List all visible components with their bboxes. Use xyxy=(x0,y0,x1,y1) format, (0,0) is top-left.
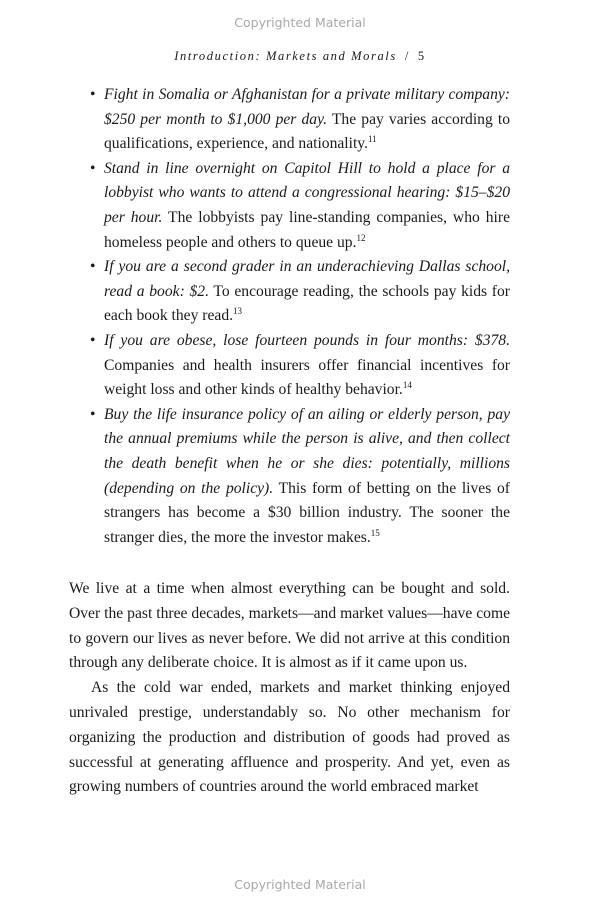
bullet-item xyxy=(90,403,510,551)
bullet-italic-text: Fight in Somalia or Afghanistan for a private military company: $250 per month to $1,000 per day. xyxy=(104,86,510,128)
bullet-italic-text: Stand in line overnight on Capitol Hill to hold a place for a lobbyist who wants to attend a congressional hearing: $15–$20 per hour. xyxy=(104,159,510,226)
bullet-dot: • xyxy=(90,405,96,423)
bullet-roman-text: This form of betting on the lives of strangers has become a $30 billion industry. The sooner the stranger dies, the more the investor makes. xyxy=(104,479,510,546)
page-number: 5 xyxy=(417,49,426,63)
footnote-marker: 14 xyxy=(402,379,412,390)
footnote-marker: 13 xyxy=(233,306,243,317)
bullet-dot: • xyxy=(90,331,96,349)
bullet-list xyxy=(90,83,510,550)
paragraph: As the cold war ended, markets and market thinking enjoyed unrivaled prestige, understandably so. No other mechanism for organizing the production and distribution of goods had proved as successful at generating affluence and prosperity. And yet, even as growing numbers of countries around the world embraced market xyxy=(69,679,510,796)
bullet-italic-text: Buy the life insurance policy of an ailing or elderly person, pay the annual premiums while the person is alive, and then collect the death benefit when he or she dies: potentially, millions (depending on the policy). xyxy=(104,405,510,497)
footnote-marker: 12 xyxy=(356,232,366,243)
bullet-roman-text: To encourage reading, the schools pay kids for each book they read. xyxy=(104,282,510,325)
running-head xyxy=(0,49,600,64)
bullet-roman-text: The pay varies according to qualifications, experience, and nationality. xyxy=(104,110,510,153)
bullet-item xyxy=(90,157,510,255)
running-head-separator: / xyxy=(404,49,410,63)
bullet-dot: • xyxy=(90,86,96,103)
bullet-roman-text: Companies and health insurers offer financial incentives for weight loss and other kinds of healthy behavior. xyxy=(104,356,510,399)
paragraph: We live at a time when almost everything can be bought and sold. Over the past three decades, markets—and market values—have come to govern our lives as never before. We did not arrive at this condition through any deliberate choice. It is almost as if it came upon us. xyxy=(69,580,510,672)
watermark-top: Copyrighted Material xyxy=(234,15,366,30)
footnote-marker: 15 xyxy=(370,527,380,538)
bullet-dot: • xyxy=(90,159,96,177)
bullet-item xyxy=(90,255,510,329)
footnote-marker: 11 xyxy=(367,134,377,144)
bullet-item xyxy=(90,83,510,157)
running-head-title: Introduction: Markets and Morals xyxy=(174,49,397,63)
bullet-italic-text: If you are obese, lose fourteen pounds in four months: $378. xyxy=(104,331,510,349)
bullet-italic-text: If you are a second grader in an underachieving Dallas school, read a book: $2. xyxy=(104,258,510,300)
bullet-roman-text: The lobbyists pay line-standing companies, who hire homeless people and others to queue up. xyxy=(104,208,510,251)
body-text xyxy=(69,577,510,800)
bullet-item xyxy=(90,329,510,403)
watermark-bottom: Copyrighted Material xyxy=(234,877,366,892)
bullet-dot: • xyxy=(90,258,96,276)
